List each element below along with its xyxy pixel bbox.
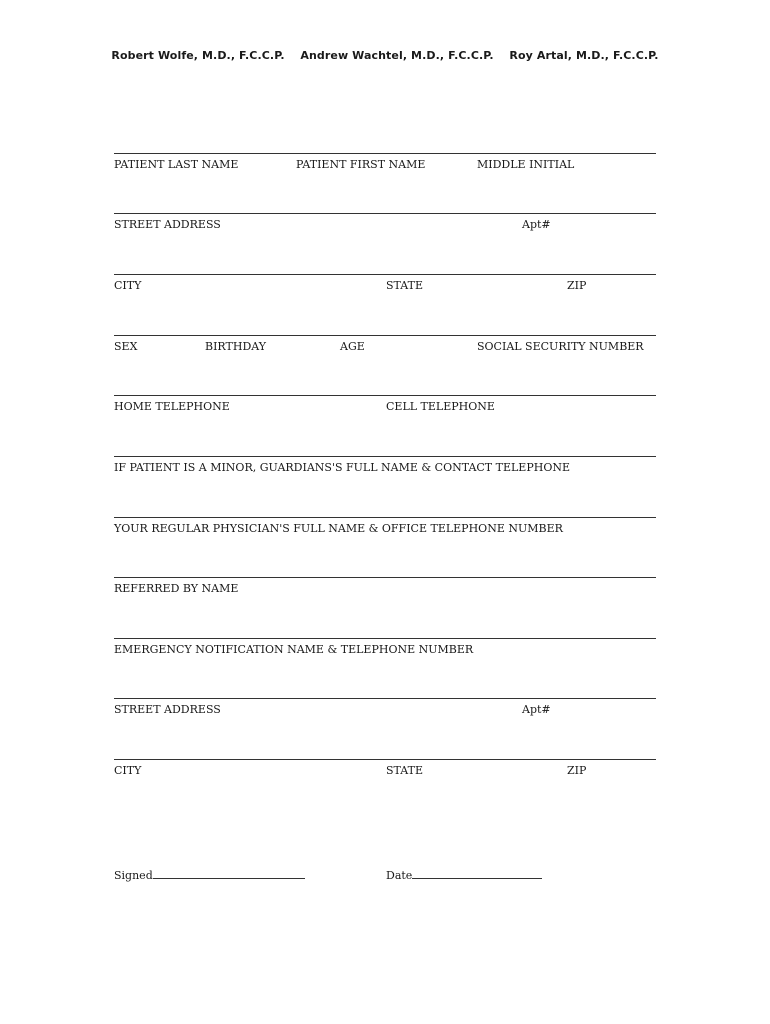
state-label: STATE [386, 279, 423, 292]
field-line [114, 456, 656, 457]
guardian-field-row[interactable] [114, 456, 656, 480]
field-line [114, 759, 656, 760]
field-line [114, 335, 656, 336]
patient-first-name-label: PATIENT FIRST NAME [296, 158, 426, 171]
referred-by-label: REFERRED BY NAME [114, 582, 239, 595]
signature-line[interactable] [153, 869, 305, 879]
telephone-field-row[interactable] [114, 395, 656, 419]
age-label: AGE [340, 340, 365, 353]
apt-label: Apt# [522, 218, 551, 231]
emergency-city-label: CITY [114, 764, 142, 777]
field-line [114, 274, 656, 275]
field-line [114, 638, 656, 639]
zip-label: ZIP [567, 279, 587, 292]
date-field[interactable] [386, 869, 542, 882]
signature-field[interactable] [114, 869, 305, 882]
street-address-label: STREET ADDRESS [114, 218, 221, 231]
emergency-apt-label: Apt# [522, 703, 551, 716]
sex-label: SEX [114, 340, 138, 353]
date-label: Date [386, 869, 413, 882]
patient-last-name-label: PATIENT LAST NAME [114, 158, 239, 171]
city-state-zip-field-row[interactable] [114, 274, 656, 298]
field-line [114, 213, 656, 214]
date-line[interactable] [412, 869, 542, 879]
field-line [114, 698, 656, 699]
birthday-label: BIRTHDAY [205, 340, 267, 353]
demographics-field-row[interactable] [114, 335, 656, 359]
emergency-city-state-zip-field-row[interactable] [114, 759, 656, 783]
physician-label: YOUR REGULAR PHYSICIAN'S FULL NAME & OFFICE TELEPHONE NUMBER [114, 522, 563, 535]
field-line [114, 577, 656, 578]
name-field-row[interactable] [114, 153, 656, 177]
emergency-state-label: STATE [386, 764, 423, 777]
emergency-street-address-label: STREET ADDRESS [114, 703, 221, 716]
practice-header: Robert Wolfe, M.D., F.C.C.P. Andrew Wachtel, M.D., F.C.C.P. Roy Artal, M.D., F.C.C.P. [111, 49, 659, 62]
referred-by-field-row[interactable] [114, 577, 656, 601]
field-line [114, 517, 656, 518]
emergency-contact-field-row[interactable] [114, 638, 656, 662]
home-telephone-label: HOME TELEPHONE [114, 400, 230, 413]
cell-telephone-label: CELL TELEPHONE [386, 400, 495, 413]
emergency-street-address-field-row[interactable] [114, 698, 656, 722]
street-address-field-row[interactable] [114, 213, 656, 237]
middle-initial-label: MIDDLE INITIAL [477, 158, 575, 171]
signed-label: Signed [114, 869, 153, 882]
ssn-label: SOCIAL SECURITY NUMBER [477, 340, 644, 353]
field-line [114, 395, 656, 396]
physician-field-row[interactable] [114, 517, 656, 541]
guardian-label: IF PATIENT IS A MINOR, GUARDIANS'S FULL NAME & CONTACT TELEPHONE [114, 461, 571, 474]
city-label: CITY [114, 279, 142, 292]
field-line [114, 153, 656, 154]
emergency-contact-label: EMERGENCY NOTIFICATION NAME & TELEPHONE NUMBER [114, 643, 474, 656]
emergency-zip-label: ZIP [567, 764, 587, 777]
